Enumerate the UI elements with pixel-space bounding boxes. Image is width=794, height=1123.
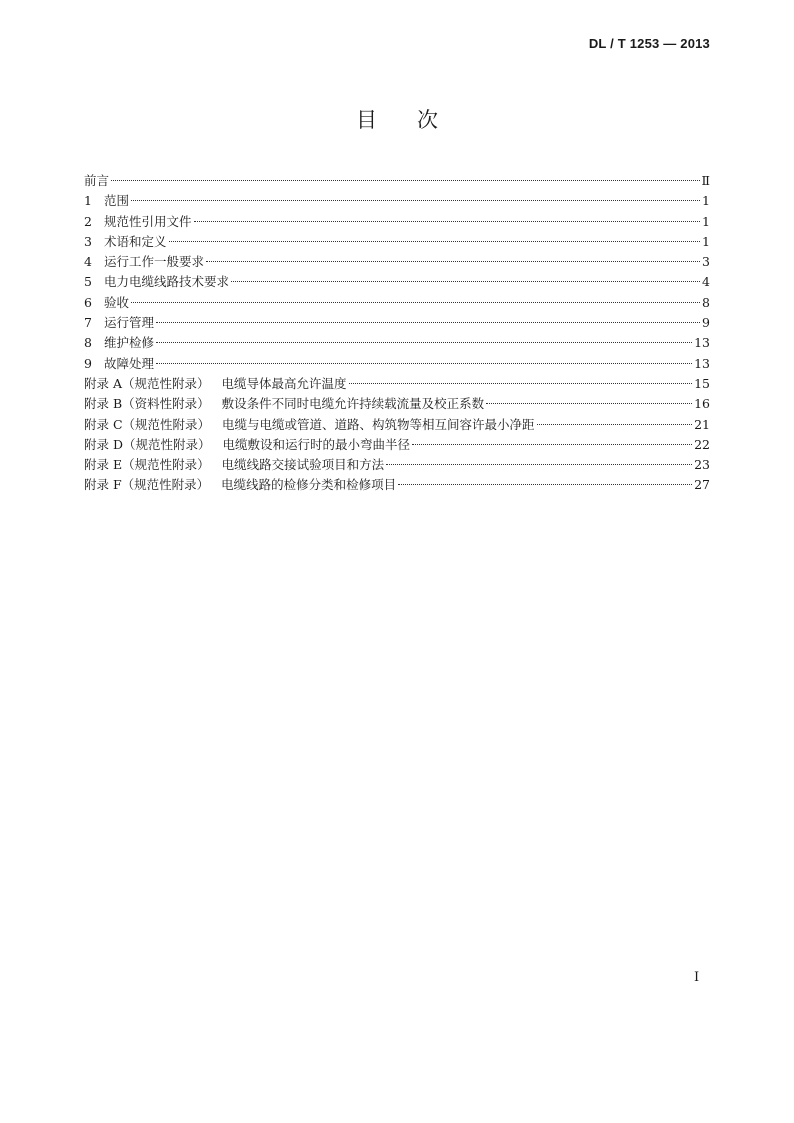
toc-entry-page: 8	[702, 294, 710, 310]
dot-leader	[349, 383, 693, 384]
dot-leader	[169, 241, 700, 242]
toc-entry-page: 4	[702, 274, 710, 290]
toc-entry-title: 电力电缆线路技术要求	[104, 274, 230, 290]
toc-entry-title: 电缆与电缆或管道、道路、构筑物等相互间容许最小净距	[222, 416, 535, 432]
toc-entry-title: 运行管理	[104, 315, 155, 331]
toc-entry[interactable]	[84, 252, 710, 272]
toc-entry-number: 3	[84, 233, 92, 249]
toc-entry-number: 1	[84, 193, 92, 209]
toc-entry-title: 敷设条件不同时电缆允许持续载流量及校正系数	[221, 396, 485, 412]
toc-entry[interactable]	[84, 475, 710, 495]
toc-entry-page: 13	[694, 355, 710, 371]
toc-entry[interactable]	[84, 455, 710, 475]
toc-entry-page: 13	[694, 335, 710, 351]
toc-entry-title: 电缆敷设和运行时的最小弯曲半径	[222, 436, 411, 452]
toc-entry[interactable]	[84, 212, 710, 232]
toc-entry-page: 16	[694, 396, 710, 412]
toc-entry-title: 运行工作一般要求	[104, 254, 205, 270]
toc-entry[interactable]	[84, 232, 710, 252]
dot-leader	[231, 281, 700, 282]
dot-leader	[156, 322, 700, 323]
page-number: I	[694, 970, 700, 985]
standard-code: DL / T 1253 — 2013	[588, 36, 710, 51]
toc-entry-title: 维护检修	[104, 335, 155, 351]
toc-entry-number: 4	[84, 254, 92, 270]
toc-entry-title: 电缆线路交接试验项目和方法	[221, 457, 385, 473]
toc-entry-page: 3	[702, 254, 710, 270]
toc-entry[interactable]	[84, 415, 710, 435]
toc-entry-number: 6	[84, 294, 92, 310]
toc-entry-appendix-label: 附录 C（规范性附录）	[84, 416, 211, 432]
toc-entry[interactable]	[84, 374, 710, 394]
toc-entry[interactable]	[84, 272, 710, 292]
dot-leader	[156, 342, 692, 343]
toc-entry-appendix-label: 附录 F（规范性附录）	[84, 477, 210, 493]
toc-entry-title: 范围	[104, 193, 130, 209]
page-title: 目次	[356, 108, 478, 132]
toc-entry[interactable]	[84, 313, 710, 333]
table-of-contents	[84, 171, 710, 496]
toc-entry[interactable]	[84, 293, 710, 313]
dot-leader	[386, 464, 692, 465]
toc-entry-number: 8	[84, 335, 92, 351]
toc-entry-title: 电缆线路的检修分类和检修项目	[221, 477, 397, 493]
dot-leader	[398, 484, 692, 485]
dot-leader	[412, 444, 692, 445]
toc-entry[interactable]	[84, 333, 710, 353]
dot-leader	[537, 424, 693, 425]
toc-entry-page: 27	[694, 477, 710, 493]
toc-entry-title: 电缆导体最高允许温度	[221, 375, 347, 391]
toc-entry-page: Ⅱ	[701, 173, 710, 188]
toc-entry[interactable]	[84, 171, 710, 191]
toc-entry-number: 7	[84, 315, 92, 331]
toc-entry[interactable]	[84, 394, 710, 414]
toc-entry-appendix-label: 附录 A（规范性附录）	[84, 375, 210, 391]
toc-entry[interactable]	[84, 354, 710, 374]
toc-entry-title: 前言	[84, 173, 110, 188]
toc-entry-page: 9	[702, 315, 710, 331]
toc-entry-number: 2	[84, 213, 92, 229]
dot-leader	[194, 221, 700, 222]
toc-entry-page: 22	[694, 436, 710, 452]
dot-leader	[131, 302, 700, 303]
toc-entry-page: 1	[702, 233, 710, 249]
toc-entry-page: 15	[694, 375, 710, 391]
toc-entry[interactable]	[84, 435, 710, 455]
dot-leader	[111, 180, 699, 181]
toc-entry-title: 规范性引用文件	[104, 213, 192, 229]
dot-leader	[206, 261, 700, 262]
toc-entry-number: 5	[84, 274, 92, 290]
toc-entry-page: 1	[702, 193, 710, 209]
toc-entry-appendix-label: 附录 B（资料性附录）	[84, 396, 210, 412]
dot-leader	[156, 363, 692, 364]
toc-entry-title: 验收	[104, 294, 130, 310]
toc-entry-title: 故障处理	[104, 355, 155, 371]
toc-entry-appendix-label: 附录 D（规范性附录）	[84, 436, 211, 452]
dot-leader	[131, 200, 700, 201]
toc-entry-number: 9	[84, 355, 92, 371]
toc-entry-title: 术语和定义	[104, 233, 167, 249]
dot-leader	[486, 403, 692, 404]
toc-entry-page: 1	[702, 213, 710, 229]
toc-entry-appendix-label: 附录 E（规范性附录）	[84, 457, 210, 473]
toc-entry[interactable]	[84, 191, 710, 211]
toc-entry-page: 21	[694, 416, 710, 432]
toc-entry-page: 23	[694, 457, 710, 473]
